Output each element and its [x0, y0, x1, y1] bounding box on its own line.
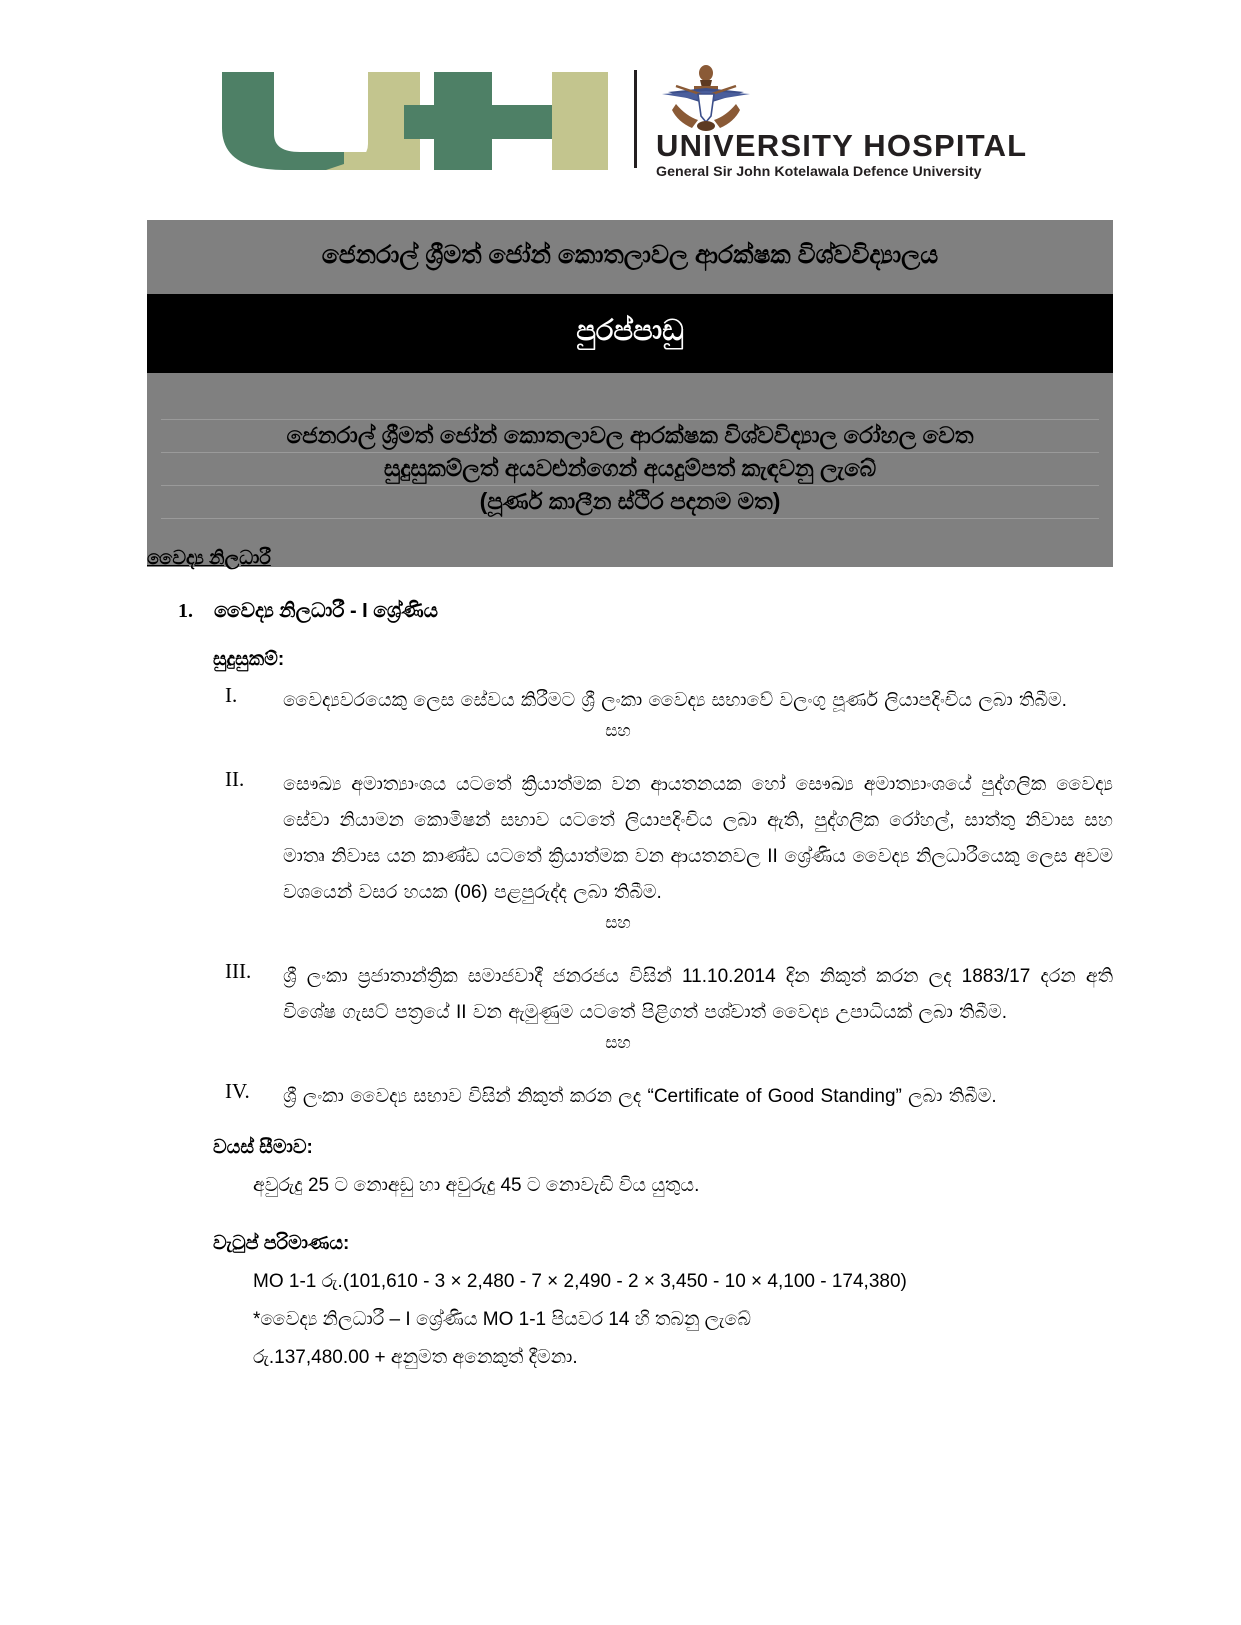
qualifications-list: [213, 683, 1113, 1115]
qualification-row: [213, 959, 1113, 1031]
salary-label: වැටුප් පරිමාණය:: [213, 1233, 350, 1254]
age-limit-text: අවුරුදු 25 ට නොඅඩු හා අවුරුදු 45 ට නොවැඩි විය යුතුය.: [253, 1175, 700, 1196]
banner-university-name: ජෙනරාල් ශ්‍රීමත් ජෝන් කොතලාවල ආරක්ෂක විශ්වවිද්‍යාලය: [147, 220, 1113, 294]
qualification-row: [213, 767, 1113, 911]
qualification-text: වෛද්‍යවරයෙකු ලෙස සේවය කිරීමට ශ්‍රී ලංකා වෛද්‍ය සභාවේ වලංගු පූර්ණ ලියාපදිංචිය ලබා තිබීම.: [283, 690, 1067, 711]
post-item-number: 1.: [178, 600, 193, 622]
banner-intro: [147, 373, 1113, 567]
university-hospital-title: UNIVERSITY HOSPITAL: [656, 128, 1028, 163]
post-item-title: වෛද්‍ය නිලධාරී - I ශ්‍රේණිය: [214, 600, 439, 622]
qualification-text: ශ්‍රී ලංකා වෛද්‍ය සභාව විසින් නිකුත් කරන ලද “Certificate of Good Standing” ලබා තිබීම.: [283, 1086, 997, 1107]
section-heading-medical-officer: වෛද්‍ය නිලධාරී: [147, 548, 271, 569]
qualifications-label: සුදුසුකම්:: [213, 649, 285, 670]
salary-line-3: රු.137,480.00 + අනුමත අනෙකුත් දීමනා.: [253, 1347, 578, 1368]
conjunction-2: සහ: [605, 913, 631, 932]
logo-wrap: [222, 62, 1042, 180]
qualification-text: ශ්‍රී ලංකා ප්‍රජාතාන්ත්‍රික සමාජවාදී ජනරජය විසින් 11.10.2014 දින නිකුත් කරන ලද 1883/17 දරන අති විශේෂ ගැසට් පත්‍රයේ II වන ඇමුණුම යටතේ පිළිගත් පශ්චාත් වෛද්‍ය උපාධියක් ලබා තිබීම.: [283, 966, 1113, 1023]
conjunction-1: සහ: [605, 721, 631, 740]
document-body: [0, 540, 1241, 1377]
university-text-block: [656, 130, 1046, 179]
qualification-numeral: IV.: [225, 1079, 250, 1103]
age-limit-block: [213, 1137, 1113, 1203]
banner-intro-line-2: සුදුසුකම්ලත් අයවළුන්ගෙන් අයදුම්පත් කැඳවනු ලැබේ: [161, 453, 1099, 486]
banner-rule-bottom: [161, 519, 1099, 541]
salary-block: [213, 1233, 1113, 1377]
logo-divider: [634, 70, 637, 168]
salary-line-1: MO 1-1 රු.(101,610 - 3 × 2,480 - 7 × 2,490 - 2 × 3,450 - 10 × 4,100 - 174,380): [253, 1271, 907, 1292]
banner-vacancies: පුරප්පාඩු: [147, 294, 1113, 374]
banner-intro-line-1: ජෙනරාල් ශ්‍රීමත් ජෝන් කොතලාවල ආරක්ෂක විශ්වවිද්‍යාල රෝහල වෙත: [161, 420, 1099, 453]
document-logo-header: [0, 62, 1241, 180]
uh-monogram-icon: [222, 72, 612, 170]
qualification-numeral: II.: [225, 767, 245, 791]
qualification-row: [213, 1079, 1113, 1115]
university-subtitle: General Sir John Kotelawala Defence University: [656, 164, 982, 180]
salary-scale: [253, 1263, 1113, 1377]
qualification-text: සෞඛ්‍ය අමාත්‍යාංශය යටතේ ක්‍රියාත්මක වන ආයතනයක හෝ සෞඛ්‍ය අමාත්‍යාංශයේ පුද්ගලික වෛද්‍ය සේවා නියාමන කොමිෂන් සභාව යටතේ ලියාපදිංචිය ලබා ඇති, පුද්ගලික රෝහල්, සාත්තු නිවාස සහ මාතෘ නිවාස යන කාණ්ඩ යටතේ ක්‍රියාත්මක වන ආයතනවල II ශ්‍රේණිය වෛද්‍ය නිලධාරීයෙකු ලෙස අවම වශයෙන් වසර හයක (06) පළපුරුද්ද ලබා තිබීම.: [283, 774, 1113, 903]
salary-line-2: *වෛද්‍ය නිලධාරී – I ශ්‍රේණිය MO 1-1 පියවර 14 හි තබනු ලැබේ: [253, 1309, 752, 1330]
banner-intro-line-3: (පූර්ණ කාලීන ස්ථිර පදනම මත): [161, 486, 1099, 519]
qualification-row: [213, 683, 1113, 719]
kdu-crest-icon: [656, 64, 756, 136]
post-item-1: [178, 600, 1241, 623]
age-limit-label: වයස් සීමාව:: [213, 1137, 313, 1158]
qualification-numeral: I.: [225, 683, 238, 707]
qualification-numeral: III.: [225, 959, 252, 983]
banner-rule-top: [161, 397, 1099, 420]
title-banner: [147, 220, 1113, 567]
conjunction-3: සහ: [605, 1033, 631, 1052]
